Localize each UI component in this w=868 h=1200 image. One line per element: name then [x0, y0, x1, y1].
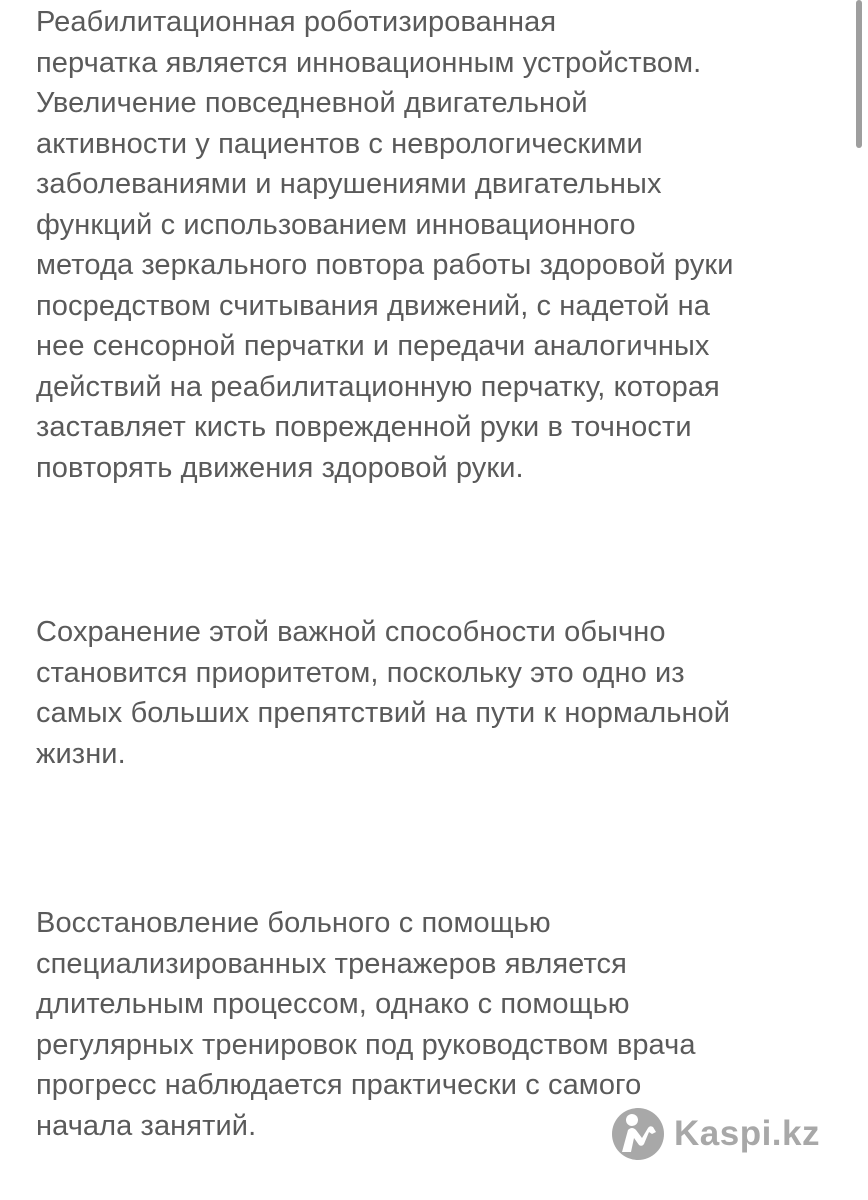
scrollbar-thumb[interactable] [856, 0, 862, 148]
paragraph-priority: Сохранение этой важной способности обычно становится приоритетом, поскольку это одно из самых больших препятствий на пути к нормальной жизни. [36, 616, 731, 770]
paragraph-glove-description: Реабилитационная роботизированная перчатка является инновационным устройством. Увеличение повседневной двигательной активности у пациентов с неврологическими заболеваниями и нарушениями двигательных функций с использованием инновационного метода зеркального повтора работы здоровой руки посредством считывания движений, с надетой на нее сенсорной перчатки и передачи аналогичных действий на реабилитационную перчатку, которая заставляет кисть поврежденной руки в точности повторять движения здоровой руки. [36, 6, 734, 484]
kaspi-watermark [612, 1108, 820, 1160]
kaspi-watermark-text: Kaspi.kz [674, 1114, 820, 1153]
paragraph-recovery: Восстановление больного с помощью специализированных тренажеров является длительным процессом, однако с помощью регулярных тренировок под руководством врача прогресс наблюдается практически с самого начала занятий. [36, 907, 696, 1142]
kaspi-logo-icon [612, 1108, 664, 1160]
